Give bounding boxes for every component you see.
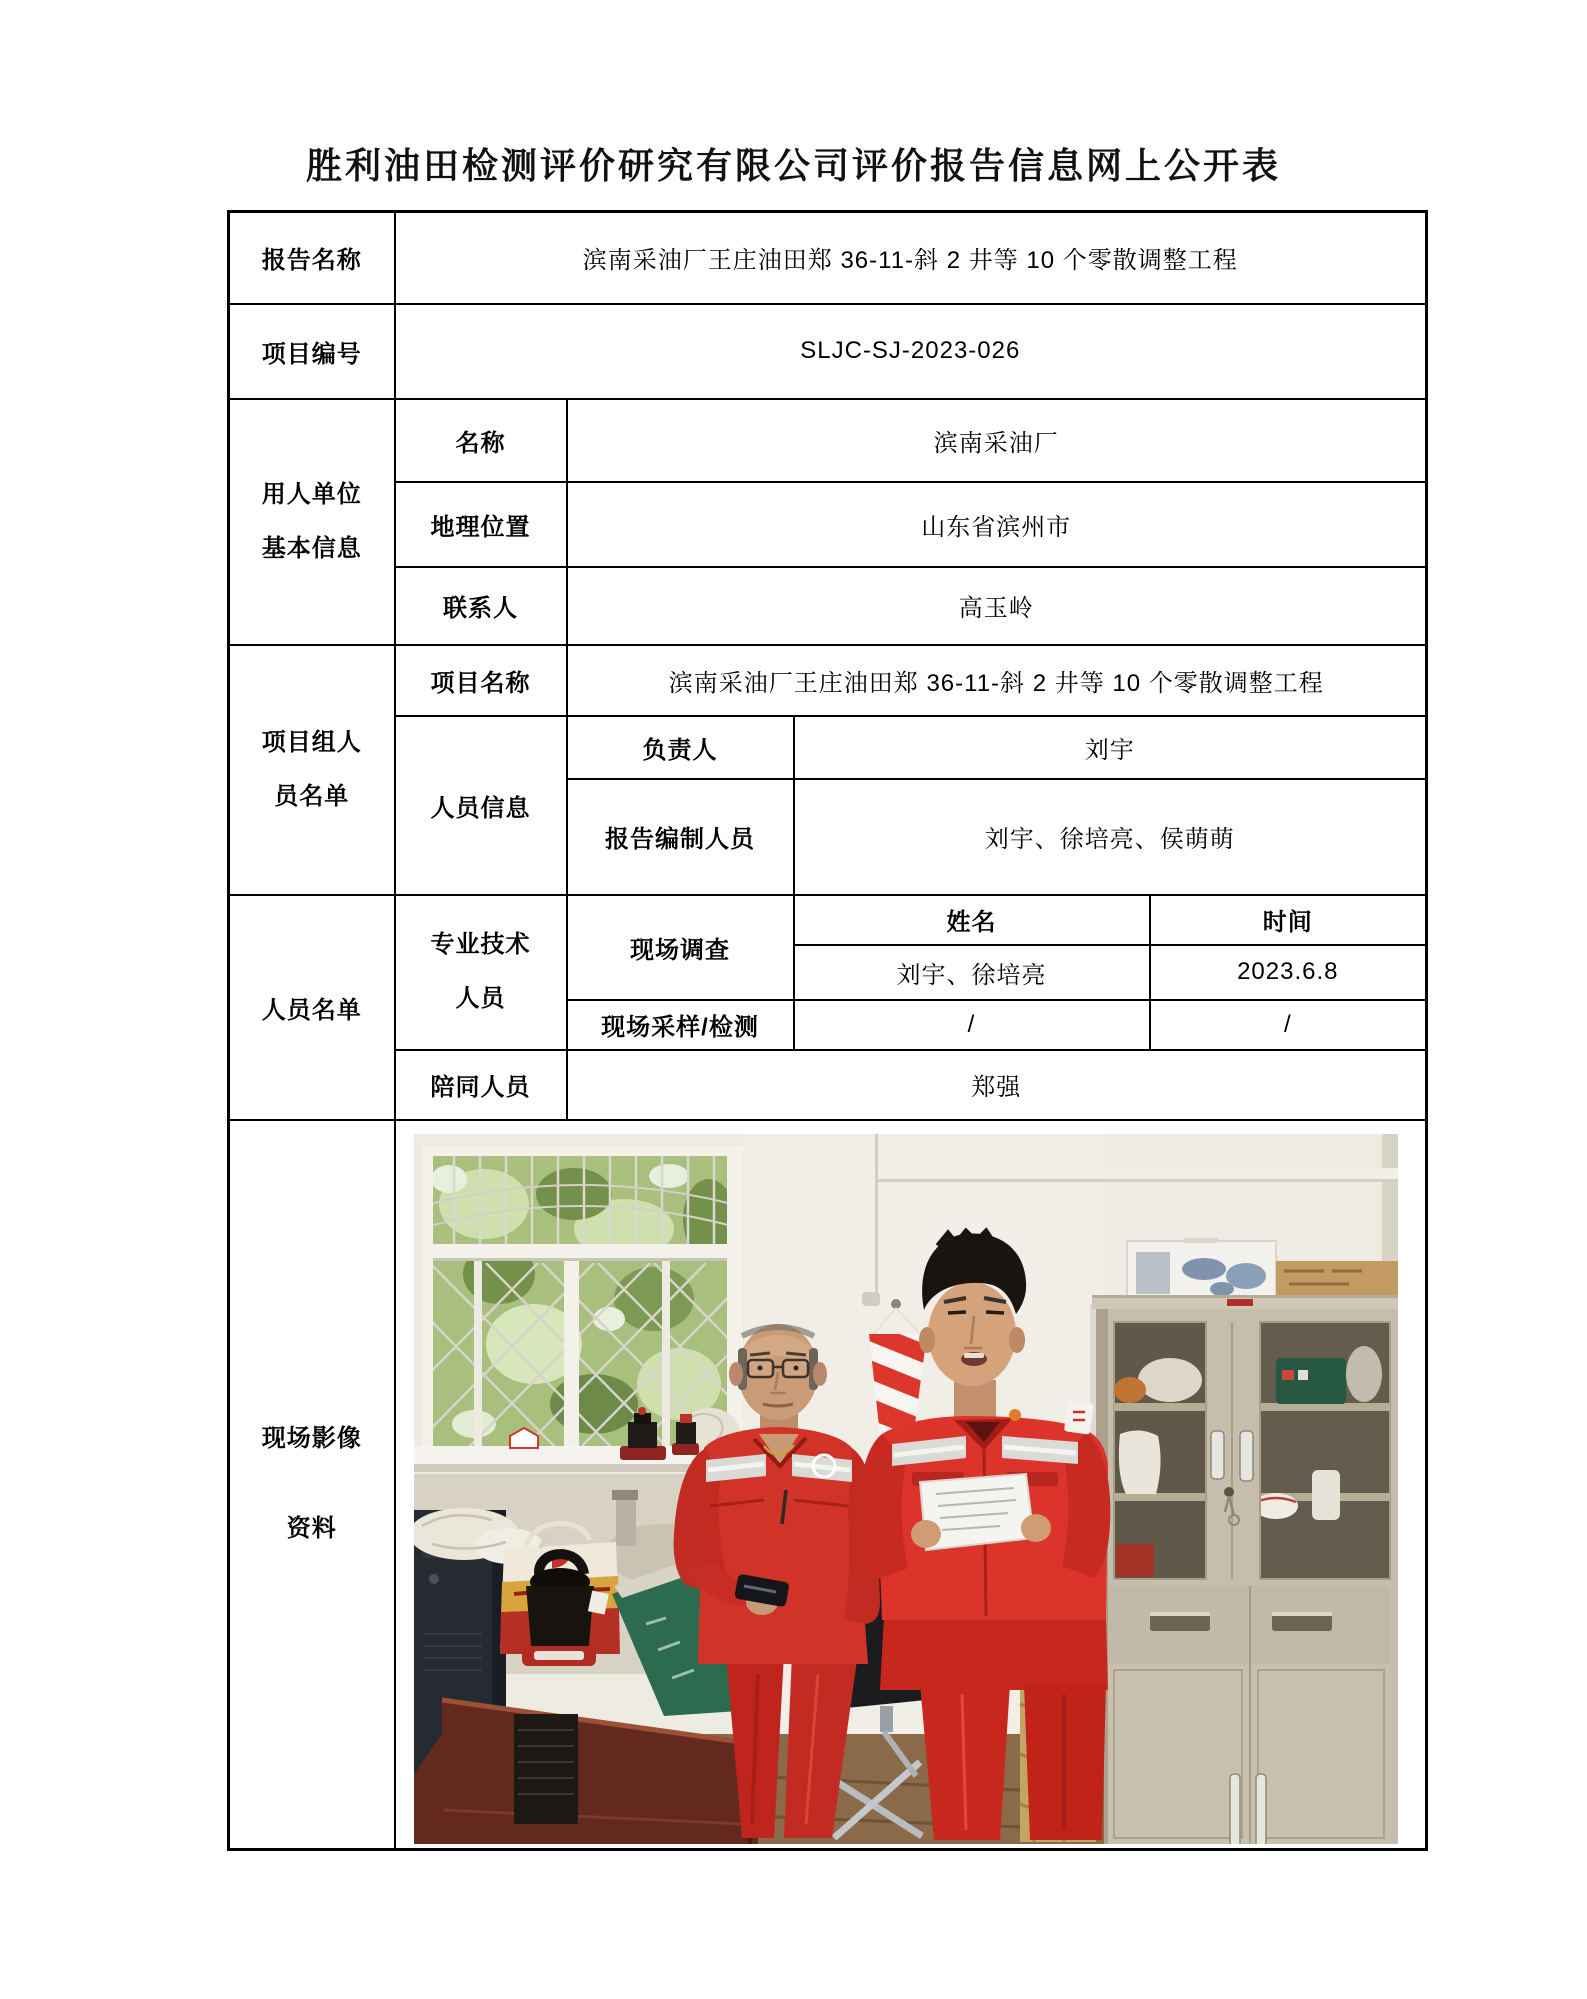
transom-rail [422, 1244, 740, 1260]
site-sampling-label: 现场采样/检测 [567, 1000, 794, 1050]
technical-label-line1: 专业技术 [430, 931, 531, 958]
white-jug [1118, 1431, 1160, 1495]
leader-value: 刘宇 [794, 716, 1427, 779]
technical-label-line2: 人员 [455, 985, 506, 1012]
left-ear [729, 1362, 743, 1386]
technical-personnel-label [395, 895, 567, 1050]
foliage-dark [536, 1168, 612, 1220]
compilers-label: 报告编制人员 [567, 779, 794, 895]
map-blob [1210, 1282, 1234, 1296]
frame-top [422, 1146, 740, 1156]
site-photo-cell [395, 1120, 1427, 1850]
left-eyebrow [750, 1353, 770, 1355]
employer-label-line2: 基本信息 [261, 534, 362, 562]
map-blob [1226, 1263, 1266, 1289]
shelf-line [1260, 1403, 1390, 1411]
table-row [229, 895, 1427, 945]
project-team-section-label [229, 645, 395, 895]
disclosure-table [227, 210, 1428, 1851]
project-number-value: SLJC-SJ-2023-026 [395, 304, 1427, 399]
teeth [964, 1353, 984, 1358]
project-team-label-line1: 项目组人 [261, 728, 362, 756]
employer-location-value: 山东省滨州市 [567, 482, 1427, 567]
accompanying-value: 郑强 [567, 1050, 1427, 1120]
site-photo-scene [414, 1134, 1398, 1844]
base-label [534, 1651, 584, 1660]
right-ear [919, 1327, 935, 1353]
table-row [229, 1120, 1427, 1850]
left-ear [813, 1362, 827, 1386]
red-box-inside [1116, 1544, 1154, 1577]
employer-name-value: 滨南采油厂 [567, 399, 1427, 482]
cabinet-keyhole [1224, 1487, 1234, 1497]
green-cooler [1276, 1358, 1346, 1404]
right-eye [986, 1312, 1004, 1313]
shelf-line [1114, 1403, 1206, 1411]
table-row [229, 645, 1427, 716]
compilers-value: 刘宇、徐培亮、侯萌萌 [794, 779, 1427, 895]
pump-device-base [620, 1446, 666, 1460]
hook [891, 1299, 901, 1309]
sky-spot [431, 1165, 467, 1193]
project-number-label: 项目编号 [229, 304, 395, 399]
white-roll [1346, 1346, 1382, 1402]
site-photo [414, 1134, 1398, 1844]
cabinet [1090, 1238, 1398, 1844]
frame-left [422, 1146, 433, 1452]
employer-label-line1: 用人单位 [261, 480, 362, 508]
sash-mullion [564, 1258, 579, 1450]
left-eye [757, 1366, 762, 1371]
personnel-info-label: 人员信息 [395, 716, 567, 895]
pipe-cap [862, 1292, 880, 1306]
site-survey-time: 2023.6.8 [1150, 945, 1427, 1000]
shelf-line [1114, 1493, 1206, 1501]
site-survey-names: 刘宇、徐培亮 [794, 945, 1150, 1000]
employer-section-label [229, 399, 395, 645]
power-button [429, 1574, 439, 1584]
table-row [229, 399, 1427, 482]
glass-door-handle [1240, 1431, 1253, 1481]
orange-bowl [1114, 1377, 1146, 1403]
lower-door-handle [1256, 1774, 1266, 1844]
site-media-label-line1: 现场影像 [261, 1425, 362, 1453]
table-row [229, 482, 1427, 567]
pipe-edge [875, 1134, 878, 1298]
pump-device2-cap [680, 1414, 692, 1423]
report-name-value: 滨南采油厂王庄油田郑 36-11-斜 2 井等 10 个零散调整工程 [395, 212, 1427, 304]
table-row [229, 716, 1427, 779]
drawer-slot-highlight [1272, 1612, 1332, 1616]
glass-door-handle [1211, 1431, 1224, 1479]
right-ear [1009, 1327, 1025, 1353]
site-sampling-names: / [794, 1000, 1150, 1050]
left-eye [793, 1366, 798, 1371]
cooler-sticker [1282, 1370, 1294, 1380]
chest-badge [1063, 1401, 1093, 1435]
site-survey-label: 现场调查 [567, 895, 794, 1000]
leader-label: 负责人 [567, 716, 794, 779]
page-title: 胜利油田检测评价研究有限公司评价报告信息网上公开表 [305, 145, 1281, 186]
table-row [229, 212, 1427, 304]
employer-location-label: 地理位置 [395, 482, 567, 567]
cornice-line [1092, 1295, 1398, 1298]
sky-spot [649, 1164, 689, 1188]
rail-shadow [422, 1258, 740, 1261]
map-box-picture [1136, 1252, 1170, 1294]
sash-bar [474, 1260, 482, 1450]
site-sampling-time: / [1150, 1000, 1427, 1050]
cabinet-brand-plate [1227, 1299, 1253, 1306]
employer-name-label: 名称 [395, 399, 567, 482]
pump-device2-body [676, 1422, 696, 1444]
drawer-slot-handle [1272, 1614, 1332, 1631]
quilt-bag [1138, 1358, 1202, 1402]
employer-contact-value: 高玉岭 [567, 567, 1427, 645]
white-jar [1312, 1470, 1340, 1520]
name-header: 姓名 [794, 895, 1150, 945]
grey-pipe-stub [616, 1496, 636, 1546]
chair-stem [880, 1706, 893, 1732]
map-box-handle [1184, 1238, 1218, 1243]
lower-door-handle [1230, 1774, 1240, 1844]
flame-pin [1009, 1409, 1021, 1421]
report-name-label: 报告名称 [229, 212, 395, 304]
right-eye [948, 1312, 966, 1313]
accompanying-label: 陪同人员 [395, 1050, 567, 1120]
table-row [229, 1050, 1427, 1120]
table-row [229, 304, 1427, 399]
pump-device-body [628, 1422, 657, 1448]
pump-device-knob [638, 1407, 646, 1415]
sash-bar [662, 1260, 670, 1450]
project-name-value: 滨南采油厂王庄油田郑 36-11-斜 2 井等 10 个零散调整工程 [567, 645, 1427, 716]
drawer-slot-highlight [1150, 1612, 1210, 1616]
site-media-section-label [229, 1120, 395, 1850]
table-row [229, 567, 1427, 645]
site-media-label-line2: 资料 [286, 1515, 337, 1543]
cooler-sticker [1298, 1370, 1308, 1380]
right-hand [911, 1520, 941, 1548]
project-team-label-line2: 员名单 [274, 782, 350, 810]
left-eyebrow [786, 1353, 806, 1355]
pipe-stub-cap [612, 1490, 638, 1500]
kettle-body [526, 1586, 594, 1656]
time-header: 时间 [1150, 895, 1427, 945]
project-name-label: 项目名称 [395, 645, 567, 716]
right-hand [1021, 1514, 1051, 1542]
pipe-shadow [872, 1179, 1398, 1182]
map-blob [1182, 1258, 1226, 1280]
frame-right [727, 1146, 743, 1452]
employer-contact-label: 联系人 [395, 567, 567, 645]
right-hips [880, 1616, 1108, 1690]
pump-device2-base [672, 1443, 699, 1455]
personnel-list-section-label: 人员名单 [229, 895, 395, 1120]
drawer-slot-handle [1150, 1614, 1210, 1631]
